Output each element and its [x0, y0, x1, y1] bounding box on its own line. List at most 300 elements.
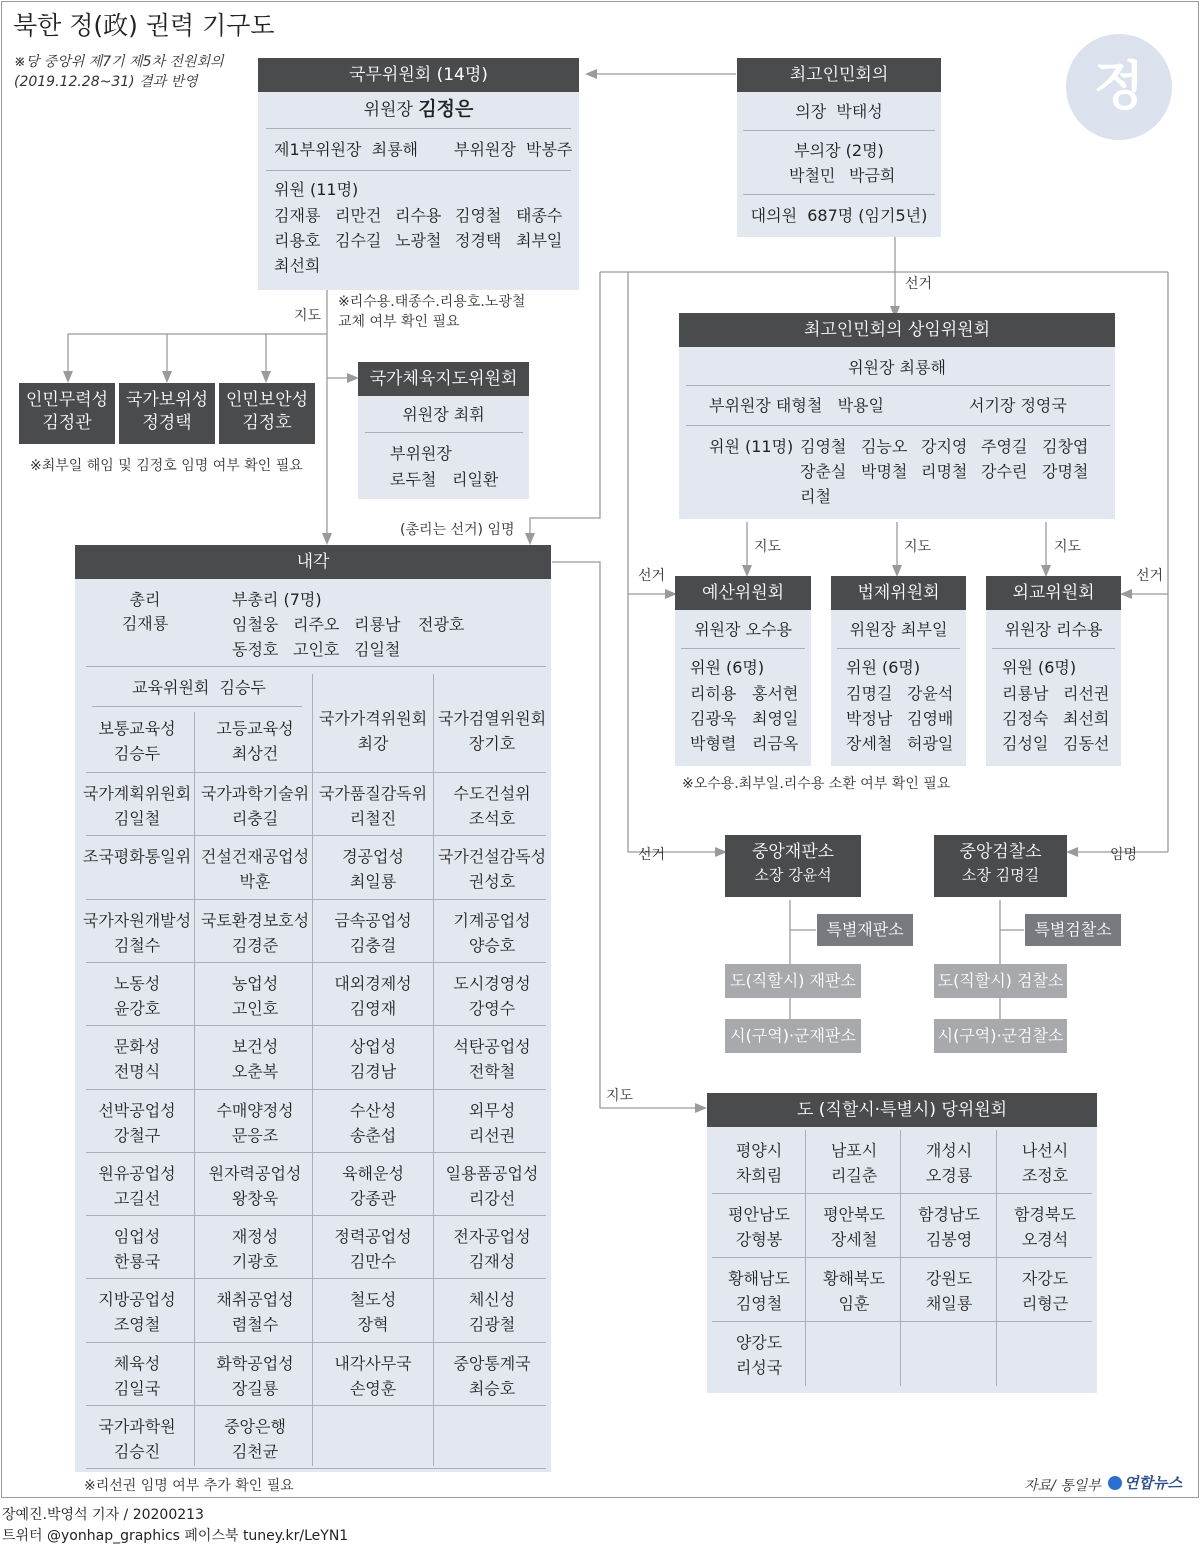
divider — [266, 170, 571, 171]
province-head: 강형봉 — [735, 1230, 783, 1249]
badge-circle: 정 — [1066, 34, 1172, 140]
sac-member: 노광철 — [395, 231, 442, 250]
ministry-head: 김일국 — [113, 1378, 161, 1398]
ministry-head: 김일철 — [113, 809, 161, 828]
province-name: 남포시 — [830, 1141, 878, 1160]
cabinet-cell — [78, 1281, 196, 1344]
ministry-name: 국가가격위원회 — [318, 709, 428, 728]
court-level: 도(직할시) 재판소 — [725, 964, 861, 998]
ministry-name: 채취공업성 — [216, 1290, 294, 1310]
note-replace: ※리수용.태종수.리용호.노광철 교체 여부 확인 필요 — [338, 294, 526, 330]
province-cell — [997, 1323, 1093, 1386]
province-name: 평양시 — [735, 1141, 783, 1160]
grid-line — [92, 706, 302, 707]
label-elect: 선거 — [638, 847, 666, 863]
standing-member: 강지영 — [921, 437, 968, 456]
province-name: 자강도 — [1021, 1269, 1069, 1288]
ministry-head: 강종관 — [349, 1188, 397, 1208]
cabinet-cell — [433, 1345, 551, 1408]
ministry-name: 수매양정성 — [216, 1100, 294, 1120]
grid-line — [312, 674, 313, 1466]
grid-line — [900, 1130, 901, 1386]
ministry-box: 국가보위성 정경택 — [119, 383, 215, 444]
label-elect: 선거 — [638, 568, 666, 584]
cabinet-cell — [196, 1281, 314, 1344]
credit: 장예진.박영석 기자 / 20200213 — [2, 1507, 204, 1523]
ministry-name: 선박공업성 — [98, 1100, 176, 1120]
province-head: 리길춘 — [830, 1166, 878, 1185]
court-level: 시(구역)·군재판소 — [725, 1019, 861, 1053]
ministry-name: 체육성 — [113, 1353, 161, 1373]
prosecutor-level: 도(직할시) 검찰소 — [934, 964, 1067, 998]
ministry-head: 양승호 — [468, 935, 516, 955]
grid-line — [712, 1321, 1092, 1322]
ministry-head: 장혁 — [357, 1315, 389, 1335]
edu-committee: 교육위원회 김승두 — [132, 678, 266, 697]
ministry-head: 김영재 — [349, 998, 397, 1018]
ministry-head: 손영훈 — [349, 1378, 397, 1398]
ministry-name: 대외경제성 — [334, 973, 412, 993]
vp-name: 김일철 — [354, 640, 401, 659]
cabinet-cell — [78, 1092, 196, 1155]
committee-members-label: 위원 (6명) — [846, 658, 921, 677]
vp-label: 부총리 (7명) — [232, 590, 322, 609]
sports-vice-label: 부위원장 — [390, 444, 452, 463]
province-name: 평안북도 — [823, 1205, 885, 1224]
province-cell — [997, 1259, 1093, 1322]
committee-member: 리선권 — [1063, 684, 1110, 703]
spa-vice-label: 부의장 (2명) — [794, 141, 884, 160]
spa-deputies: 대의원 687명 (임기5년) — [750, 206, 928, 225]
ministry-name: 노동성 — [113, 973, 161, 993]
divider — [743, 130, 935, 131]
committee-member: 김동선 — [1063, 734, 1110, 753]
cabinet-cell — [78, 1028, 196, 1091]
ministry-head: 리철진 — [349, 809, 397, 828]
ministry-head: 왕창욱 — [231, 1188, 279, 1208]
cabinet-cell — [314, 1028, 432, 1091]
ministry-head: 오춘복 — [231, 1062, 279, 1082]
edu-sub — [196, 710, 314, 773]
sac-vice1: 제1부위원장 최룡해 — [274, 140, 419, 159]
ministry-name: 국가자원개발성 — [82, 910, 192, 930]
ministry-name: 임업성 — [113, 1227, 161, 1247]
ministry-head: 전명식 — [113, 1062, 161, 1082]
committee-member: 리금옥 — [752, 734, 799, 753]
grid-line — [86, 1342, 546, 1343]
standing-member: 리명철 — [921, 462, 968, 481]
sac-member: 최선희 — [274, 256, 321, 275]
province-cell — [997, 1131, 1093, 1194]
province-head: 차희림 — [735, 1166, 783, 1185]
cabinet-cell — [196, 902, 314, 965]
cabinet-cell — [196, 838, 314, 901]
committee-chair: 위원장 최부일 — [849, 620, 948, 639]
sac-member: 최부일 — [516, 231, 563, 250]
grid-line — [712, 1193, 1092, 1194]
cabinet-cell — [314, 1345, 432, 1408]
vp-name: 고인호 — [293, 640, 340, 659]
prosecutor-box: 중앙검찰소 소장 김명길 — [934, 835, 1067, 897]
cabinet-cell — [314, 1092, 432, 1155]
committee-member: 강윤석 — [907, 684, 954, 703]
ministry-head: 최강 — [357, 734, 389, 753]
sac-member: 리용호 — [274, 231, 321, 250]
ministry-name: 원유공업성 — [98, 1163, 176, 1183]
cabinet-cell — [196, 1028, 314, 1091]
ministry-head: 김광철 — [468, 1315, 516, 1335]
ministry-head: 문응조 — [231, 1125, 279, 1145]
ministry-name: 정력공업성 — [334, 1227, 412, 1247]
prosecutor-level: 시(구역)·군검찰소 — [934, 1019, 1067, 1053]
standing-member: 강명철 — [1042, 462, 1089, 481]
ministry-head: 김만수 — [349, 1252, 397, 1272]
ministry-box: 인민보안성 김정호 — [219, 383, 315, 444]
ministry-name: 체신성 — [468, 1290, 516, 1310]
vp-name: 동정호 — [232, 640, 279, 659]
ministry-name: 국가과학기술위 — [200, 784, 310, 803]
committee-member: 최선희 — [1063, 709, 1110, 728]
grid-line — [86, 1468, 546, 1469]
cabinet-cell — [433, 1155, 551, 1218]
ministry-name: 지방공업성 — [98, 1290, 176, 1310]
ministry-name: 국가건설감독성 — [437, 847, 547, 867]
committee-member: 허광일 — [907, 734, 954, 753]
ministry-name: 도시경영성 — [453, 973, 531, 993]
committee-members-label: 위원 (6명) — [690, 658, 765, 677]
grid-line — [86, 899, 546, 900]
spa-vice: 박철민 — [789, 166, 836, 185]
cabinet-cell — [196, 775, 314, 838]
standing-member: 박명철 — [861, 462, 908, 481]
ministry-head: 최상건 — [231, 744, 279, 763]
divider — [266, 128, 571, 129]
cabinet-cell — [314, 700, 432, 763]
standing-members-label: 위원 (11명) — [709, 437, 794, 456]
vp-name: 임철웅 — [232, 615, 279, 634]
divider — [992, 648, 1115, 649]
committee-member: 김영배 — [907, 709, 954, 728]
ministry-name: 국가계획위원회 — [82, 784, 192, 803]
ministry-name: 전자공업성 — [453, 1227, 531, 1247]
ministry-name: 국토환경보호성 — [200, 910, 310, 930]
standing-member: 김영철 — [800, 437, 847, 456]
ministry-head: 김재성 — [468, 1252, 516, 1272]
cabinet-cell — [433, 700, 551, 763]
ministry-head: 김경남 — [349, 1062, 397, 1082]
ministry-head: 윤강호 — [113, 998, 161, 1018]
sac-member: 정경택 — [455, 231, 502, 250]
spa-title: 최고인민회의 — [737, 58, 941, 92]
province-cell — [711, 1131, 807, 1194]
ministry-head: 강영수 — [468, 998, 516, 1018]
province-cell — [806, 1259, 902, 1322]
ministry-name: 경공업성 — [342, 847, 404, 867]
ministry-name: 육해운성 — [342, 1163, 404, 1183]
ministry-name: 철도성 — [349, 1290, 397, 1310]
cabinet-cell — [78, 838, 196, 901]
ministry-head: 김경준 — [231, 935, 279, 955]
ministry-name: 화학공업성 — [216, 1353, 294, 1373]
special-court: 특별재판소 — [817, 914, 913, 946]
grid-line — [996, 1130, 997, 1386]
committee-member: 리히용 — [690, 684, 737, 703]
province-name: 황해남도 — [728, 1269, 790, 1288]
sac-member: 리만건 — [335, 206, 382, 225]
cabinet-cell — [314, 1155, 432, 1218]
ministry-head: 박훈 — [239, 872, 271, 892]
province-name: 양강도 — [735, 1333, 783, 1352]
sac-members-label: 위원 (11명) — [274, 180, 359, 199]
cabinet-cell — [196, 1345, 314, 1408]
grid-line — [86, 1215, 546, 1216]
cabinet-cell — [433, 775, 551, 838]
grid-line — [86, 1278, 546, 1279]
province-name: 나선시 — [1021, 1141, 1069, 1160]
label-guide: 지도 — [294, 308, 322, 324]
ministry-name: 문화성 — [113, 1037, 161, 1057]
cabinet-cell — [78, 965, 196, 1028]
province-name: 개성시 — [925, 1141, 973, 1160]
committee-title: 예산위원회 — [675, 576, 811, 610]
province-head: 리형근 — [1021, 1294, 1069, 1313]
cabinet-cell — [433, 965, 551, 1028]
grid-line — [805, 1130, 806, 1386]
ministry-name: 상업성 — [349, 1037, 397, 1057]
grid-line — [86, 772, 546, 773]
ministry-name: 국가과학원 — [98, 1417, 176, 1436]
ministry-head: 장기호 — [468, 734, 516, 753]
province-name: 평안남도 — [728, 1205, 790, 1224]
cabinet-cell — [314, 1218, 432, 1281]
spa-speaker: 의장 박태성 — [795, 102, 883, 121]
ministry-name: 내각사무국 — [334, 1353, 412, 1373]
ministry-name: 원자력공업성 — [208, 1163, 302, 1183]
province-head: 리성국 — [735, 1358, 783, 1377]
ministry-name: 농업성 — [231, 973, 279, 993]
cabinet-cell — [433, 1092, 551, 1155]
note-cabinet: ※리선권 임명 여부 추가 확인 필요 — [84, 1478, 294, 1494]
ministry-head: 조영철 — [113, 1315, 161, 1335]
cabinet-cell — [78, 1155, 196, 1218]
ministry-head: 장길룡 — [231, 1378, 279, 1398]
ministry-name: 건설건재공업성 — [200, 847, 310, 867]
standing-member: 강수린 — [981, 462, 1028, 481]
cabinet-cell — [196, 1155, 314, 1218]
province-cell — [711, 1259, 807, 1322]
sac-chair — [258, 98, 579, 121]
ministry-name: 석탄공업성 — [453, 1037, 531, 1057]
cabinet-cell — [78, 1218, 196, 1281]
sports-chair: 위원장 최휘 — [402, 405, 485, 424]
cabinet-cell — [433, 1028, 551, 1091]
ministry-head: 전학철 — [468, 1062, 516, 1082]
premier-name: 김재룡 — [121, 614, 169, 633]
cabinet-cell — [314, 902, 432, 965]
committee-member: 장세철 — [846, 734, 893, 753]
committee-member: 리룡남 — [1002, 684, 1049, 703]
province-name: 함경북도 — [1014, 1205, 1076, 1224]
cabinet-cell — [433, 902, 551, 965]
edu-sub — [78, 710, 196, 773]
ministry-name: 보건성 — [231, 1037, 279, 1057]
ministry-name: 일용품공업성 — [445, 1163, 539, 1183]
province-head: 김봉영 — [925, 1230, 973, 1249]
ministry-name: 중앙은행 — [224, 1417, 286, 1436]
label-guide: 지도 — [1054, 539, 1082, 555]
divider — [743, 194, 935, 195]
ministry-name: 수산성 — [349, 1100, 397, 1120]
sac-chair-name: 김정은 — [418, 98, 474, 120]
province-cell — [711, 1195, 807, 1258]
province-cell — [901, 1195, 997, 1258]
note-mil: ※최부일 해임 및 김정호 임명 여부 확인 필요 — [30, 458, 303, 474]
committee-member: 최영일 — [752, 709, 799, 728]
ministry-head: 권성호 — [468, 872, 516, 892]
ministry-head: 고인호 — [231, 998, 279, 1018]
divider — [686, 385, 1110, 386]
grid-line — [86, 835, 546, 836]
ministry-name: 수도건설위 — [453, 784, 531, 803]
ministry-name: 국가품질감독위 — [318, 784, 428, 803]
ministry-box: 인민무력성 김정관 — [19, 383, 115, 444]
ministry-head: 김승두 — [113, 744, 161, 763]
vp-name: 리룡남 — [354, 615, 401, 634]
standing-sec: 서기장 정영국 — [969, 396, 1067, 415]
sports-vice: 로두철 — [390, 470, 437, 489]
divider — [86, 666, 546, 667]
province-head: 장세철 — [830, 1230, 878, 1249]
grid-line — [712, 1257, 1092, 1258]
ministry-head: 김철수 — [113, 935, 161, 955]
cabinet-cell — [196, 1408, 314, 1471]
grid-line — [86, 1025, 546, 1026]
ministry-head: 최승호 — [468, 1378, 516, 1398]
sac-vice: 부위원장 박봉주 — [454, 140, 573, 159]
grid-line — [433, 674, 434, 1466]
ministry-name: 재정성 — [231, 1227, 279, 1247]
province-cell — [901, 1259, 997, 1322]
sac-member: 김수길 — [335, 231, 382, 250]
ministry-head: 리선권 — [468, 1125, 516, 1145]
committee-member: 박정남 — [846, 709, 893, 728]
ministry-head: 김천균 — [231, 1442, 279, 1461]
province-cell — [806, 1131, 902, 1194]
committee-member: 김성일 — [1002, 734, 1049, 753]
province-head: 조정호 — [1021, 1166, 1069, 1185]
ministry-name: 기계공업성 — [453, 910, 531, 930]
province-name: 강원도 — [925, 1269, 973, 1288]
social: 트위터 @yonhap_graphics 페이스북 tuney.kr/LeYN1 — [2, 1528, 349, 1544]
cabinet-cell — [78, 1345, 196, 1408]
province-head: 임훈 — [838, 1294, 870, 1313]
ministry-name: 외무성 — [468, 1100, 516, 1120]
ministry-head: 강철구 — [113, 1125, 161, 1145]
standing-chair: 위원장 최룡해 — [848, 358, 946, 377]
cabinet-cell — [196, 1092, 314, 1155]
note-comm: ※오수용.최부일.리수용 소환 여부 확인 필요 — [682, 776, 951, 792]
divider — [681, 648, 805, 649]
cabinet-cell — [78, 1408, 196, 1471]
page-title: 북한 정(政) 권력 기구도 — [13, 11, 275, 40]
label-premier-appoint: (총리는 선거) 임명 — [400, 522, 515, 538]
divider — [837, 648, 960, 649]
logo-icon — [1108, 1476, 1122, 1490]
cabinet-cell — [196, 1218, 314, 1281]
cabinet-cell — [314, 1281, 432, 1344]
standing-member: 김능오 — [861, 437, 908, 456]
ministry-head: 김승진 — [113, 1442, 161, 1461]
cabinet-cell — [433, 838, 551, 901]
ministry-name: 고등교육성 — [216, 719, 294, 738]
province-name: 함경남도 — [918, 1205, 980, 1224]
grid-line — [86, 1152, 546, 1153]
spa-vice: 박금희 — [849, 166, 896, 185]
label-elect: 선거 — [905, 276, 933, 292]
sac-chair-label: 위원장 — [363, 100, 413, 120]
standing-vice: 부위원장 태형철 박용일 — [709, 396, 884, 415]
committee-title: 법제위원회 — [831, 576, 966, 610]
label-guide: 지도 — [754, 539, 782, 555]
committee-member: 박형렬 — [690, 734, 737, 753]
standing-title: 최고인민회의 상임위원회 — [679, 313, 1115, 347]
ministry-name: 금속공업성 — [334, 910, 412, 930]
ministry-head: 기광호 — [231, 1252, 279, 1272]
court-box: 중앙재판소 소장 강윤석 — [725, 835, 861, 897]
label-appoint: 임명 — [1110, 847, 1138, 863]
cabinet-cell — [433, 1281, 551, 1344]
sac-member: 리수용 — [395, 206, 442, 225]
ministry-head: 리강선 — [468, 1188, 516, 1208]
committee-member: 홍서현 — [752, 684, 799, 703]
label-guide: 지도 — [904, 539, 932, 555]
cabinet-cell — [314, 775, 432, 838]
sports-vice: 리일환 — [452, 470, 499, 489]
ministry-name: 국가검열위원회 — [437, 709, 547, 728]
province-name: 황해북도 — [823, 1269, 885, 1288]
grid-line — [86, 1405, 546, 1406]
ministry-head: 송춘섭 — [349, 1125, 397, 1145]
special-prosecutor: 특별검찰소 — [1025, 914, 1121, 946]
committee-chair: 위원장 오수용 — [694, 620, 792, 639]
ministry-head: 김충걸 — [349, 935, 397, 955]
ministry-head: 렴철수 — [231, 1315, 279, 1335]
province-cell — [806, 1323, 902, 1386]
committee-member: 김정숙 — [1002, 709, 1049, 728]
divider — [365, 432, 523, 433]
note-top: ※당 중앙위 제7기 제5차 전원회의 (2019.12.28~31) 결과 반영 — [14, 54, 224, 90]
committee-chair: 위원장 리수용 — [1004, 620, 1103, 639]
cabinet-cell — [314, 1408, 432, 1471]
province-cell — [806, 1195, 902, 1258]
province-cell — [997, 1195, 1093, 1258]
cabinet-cell — [433, 1218, 551, 1281]
cabinet-cell — [78, 775, 196, 838]
grid-line — [86, 962, 546, 963]
standing-member: 리철 — [800, 487, 831, 506]
grid-line — [86, 1089, 546, 1090]
grid-line — [194, 712, 195, 1466]
ministry-head: 리충길 — [231, 809, 279, 828]
yonhap-logo: 연합뉴스 — [1108, 1472, 1182, 1493]
cabinet-cell — [433, 1408, 551, 1471]
committee-members-label: 위원 (6명) — [1002, 658, 1077, 677]
source: 자료/ 통일부 — [1024, 1478, 1101, 1494]
cabinet-cell — [314, 965, 432, 1028]
ministry-name: 중앙통계국 — [453, 1353, 531, 1373]
ministry-head: 한룡국 — [113, 1252, 161, 1272]
standing-member: 김창엽 — [1042, 437, 1089, 456]
